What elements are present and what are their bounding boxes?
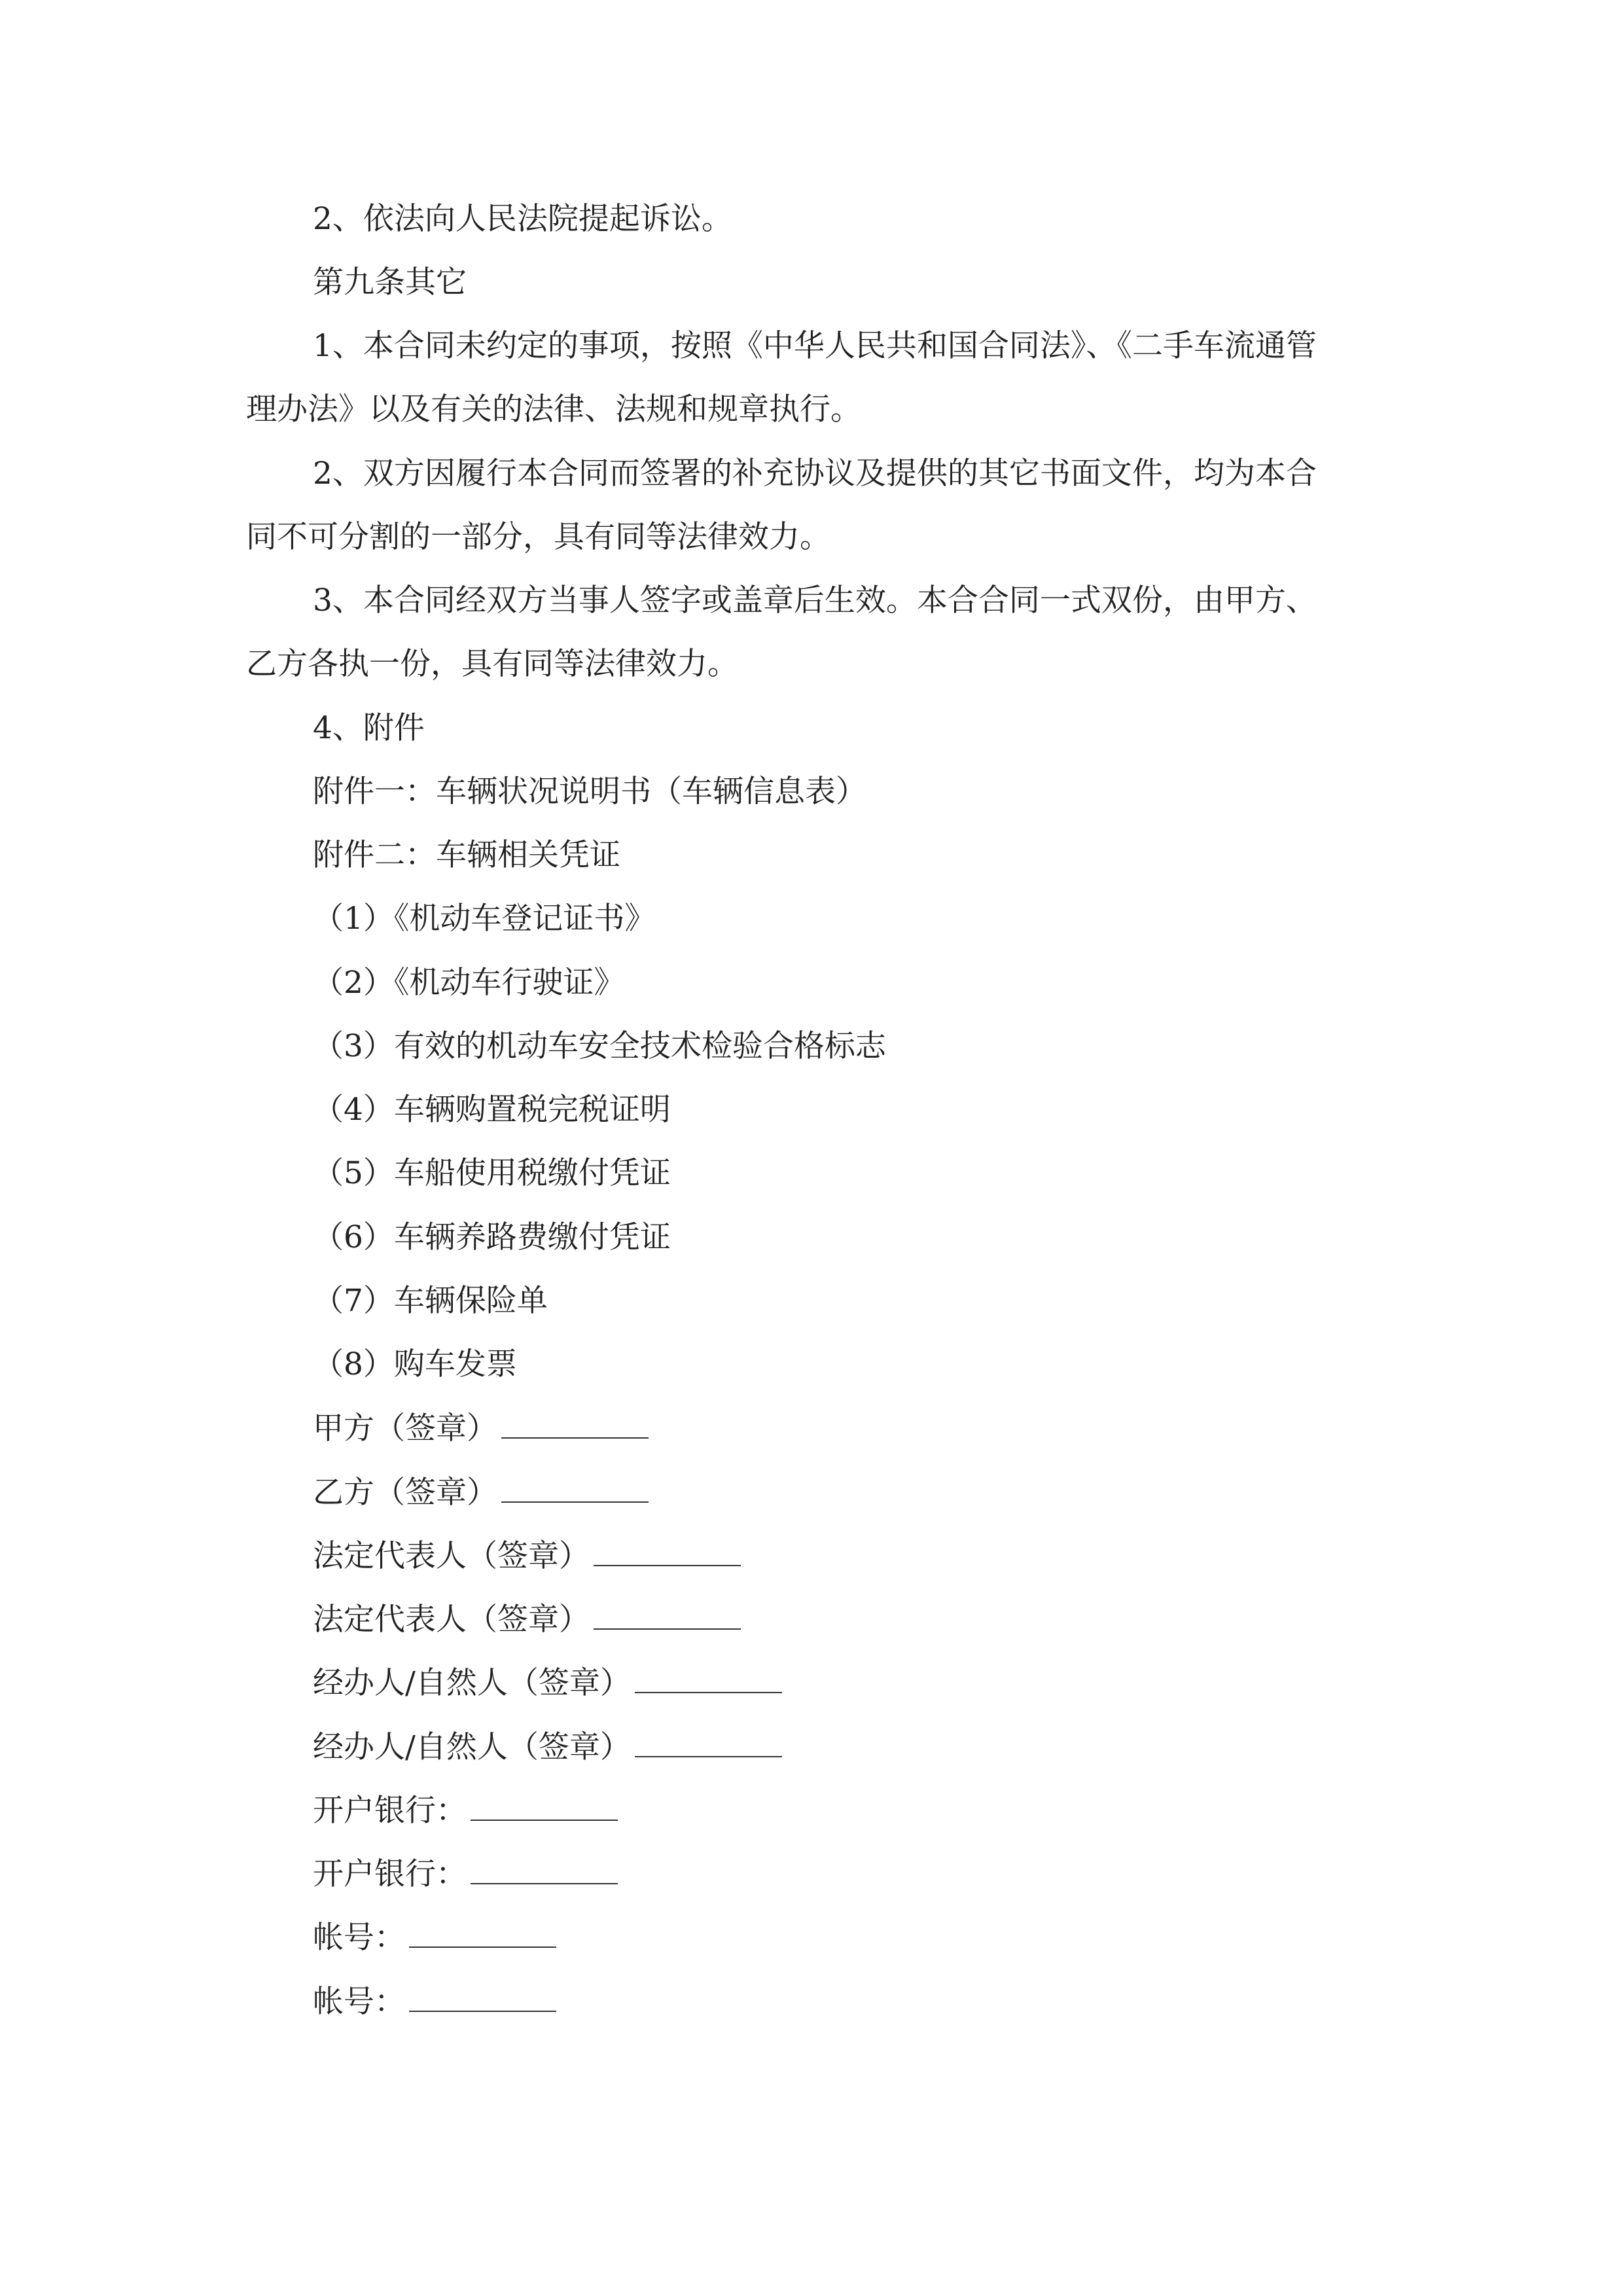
signature-blank[interactable] [471, 1854, 618, 1884]
signature-row-party-a [313, 1408, 649, 1448]
paragraph-other-3-line-1: 3、本合同经双方当事人签字或盖章后生效。本合合同一式双份，由甲方、 [313, 583, 1317, 619]
signature-label: 经办人/自然人（签章） [313, 1665, 631, 1701]
signature-label: 法定代表人（签章） [313, 1602, 590, 1638]
paragraph-other-2-line-2: 同不可分割的一部分，具有同等法律效力。 [246, 519, 830, 555]
signature-row-account-b [313, 1982, 556, 2021]
signature-label: 帐号： [313, 1984, 405, 2020]
signature-blank[interactable] [635, 1663, 782, 1693]
signature-blank[interactable] [409, 1918, 556, 1948]
list-item: （1）《机动车登记证书》 [313, 901, 656, 937]
signature-row-bank-b [313, 1854, 618, 1893]
signature-label: 开户银行： [313, 1856, 467, 1892]
signature-row-party-b [313, 1473, 649, 1512]
signature-label: 乙方（签章） [313, 1475, 497, 1511]
signature-label: 甲方（签章） [313, 1410, 497, 1446]
signature-label: 开户银行： [313, 1793, 467, 1829]
paragraph-other-3-line-2: 乙方各执一份，具有同等法律效力。 [246, 646, 738, 682]
signature-row-agent-b [313, 1727, 782, 1767]
signature-blank[interactable] [594, 1536, 741, 1566]
attachment-one: 附件一：车辆状况说明书（车辆信息表） [313, 774, 866, 810]
signature-row-legal-rep-b [313, 1600, 741, 1639]
signature-blank[interactable] [471, 1791, 618, 1821]
list-item: （3）有效的机动车安全技术检验合格标志 [313, 1028, 886, 1064]
paragraph-other-1-line-1: 1、本合同未约定的事项，按照《中华人民共和国合同法》、《二手车流通管 [313, 328, 1317, 364]
article-nine-heading: 第九条其它 [313, 264, 467, 300]
attachments-heading: 4、附件 [313, 710, 425, 746]
signature-blank[interactable] [501, 1473, 649, 1503]
list-item: （5）车船使用税缴付凭证 [313, 1155, 671, 1191]
attachment-two: 附件二：车辆相关凭证 [313, 837, 620, 873]
paragraph-other-2-line-1: 2、双方因履行本合同而签署的补充协议及提供的其它书面文件，均为本合 [313, 456, 1317, 492]
signature-blank[interactable] [409, 1982, 556, 2012]
signature-label: 帐号： [313, 1920, 405, 1956]
list-item: （7）车辆保险单 [313, 1283, 548, 1319]
paragraph-litigation: 2、依法向人民法院提起诉讼。 [313, 201, 732, 237]
signature-blank[interactable] [501, 1408, 649, 1439]
signature-row-bank-a [313, 1791, 618, 1830]
signature-label: 经办人/自然人（签章） [313, 1729, 631, 1765]
signature-blank[interactable] [635, 1727, 782, 1757]
signature-row-account-a [313, 1918, 556, 1957]
list-item: （6）车辆养路费缴付凭证 [313, 1219, 671, 1255]
list-item: （8）购车发票 [313, 1346, 517, 1382]
signature-label: 法定代表人（签章） [313, 1538, 590, 1574]
signature-row-legal-rep-a [313, 1536, 741, 1575]
list-item: （2）《机动车行驶证》 [313, 965, 625, 1001]
paragraph-other-1-line-2: 理办法》以及有关的法律、法规和规章执行。 [246, 391, 861, 427]
signature-blank[interactable] [594, 1600, 741, 1630]
signature-row-agent-a [313, 1663, 782, 1702]
list-item: （4）车辆购置税完税证明 [313, 1092, 671, 1128]
